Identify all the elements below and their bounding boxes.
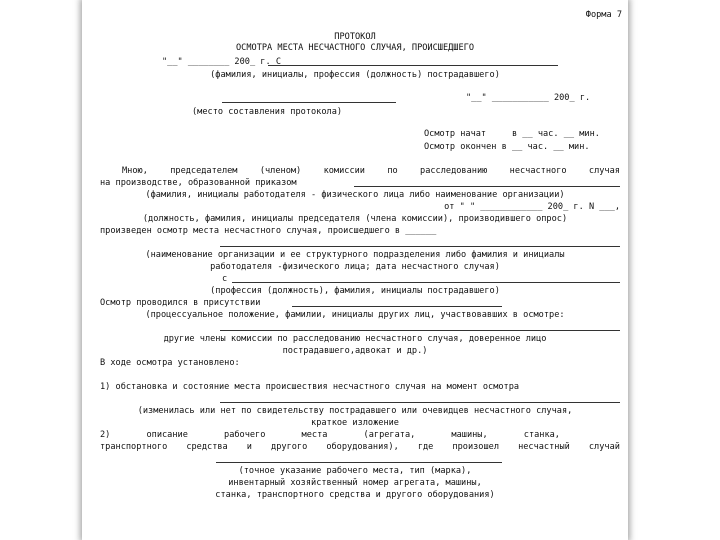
item-1-hint-a: (изменилась или нет по свидетельству пострадавшего или очевидцев несчастного случая,: [137, 406, 573, 416]
item-1: 1) обстановка и состояние места происшествия несчастного случая на момент осмотра: [100, 382, 520, 392]
item-2-line-2: [100, 442, 620, 453]
item-2-hint-b: инвентарный хозяйственный номер агрегата, машины,: [228, 478, 482, 488]
place-field: [222, 102, 396, 103]
incident-date-line: "__" ________ 200_ г. С: [162, 57, 281, 67]
members-hint-1: другие члены комиссии по расследованию несчастного случая, доверенное лицо: [163, 334, 547, 344]
with-label: с: [222, 274, 228, 284]
document-page: [82, 0, 628, 540]
victim-name-field: [268, 65, 558, 66]
protocol-date: "__" ___________ 200_ г.: [466, 93, 591, 103]
word: машины,: [451, 430, 488, 440]
organization-hint-1: (наименование организации и ее структурного подразделения либо фамилия и инициалы: [145, 250, 565, 260]
organization-hint-2: работодателя -физического лица; дата несчастного случая): [210, 262, 500, 272]
word: несчастного: [509, 166, 567, 176]
item-2-hint-a: (точное указание рабочего места, тип (марка),: [238, 466, 472, 476]
presence-field: [292, 306, 502, 307]
item-2-line-1: [100, 430, 560, 441]
item-2-hint-c: станка, транспортного средства и другого оборудования): [215, 490, 495, 500]
word: комиссии: [323, 166, 365, 176]
chairman-hint: (должность, фамилия, инициалы председателя (члена комиссии), производившего опрос): [142, 214, 568, 224]
word: где: [417, 442, 434, 452]
order-field: [354, 186, 620, 187]
word: председателем: [170, 166, 238, 176]
victim-hint: (фамилия, инициалы, профессия (должность) пострадавшего): [210, 70, 500, 80]
word: (членом): [259, 166, 302, 176]
word: другого: [271, 442, 308, 452]
order-date-line: от " " ____________ 200_ г. N ___,: [444, 202, 620, 212]
document-title: ПРОТОКОЛ: [334, 32, 376, 42]
word: станка,: [523, 430, 560, 440]
word: транспортного: [100, 442, 168, 452]
inspection-start: Осмотр начат в __ час. __ мин.: [424, 129, 600, 139]
item-1-hint-b: краткое изложение: [311, 418, 399, 428]
victim-role-hint: (профессия (должность), фамилия, инициалы пострадавшего): [210, 286, 500, 296]
word: описание: [146, 430, 188, 440]
item-2-field: [216, 462, 502, 463]
word: случай: [588, 442, 620, 452]
paragraph-1-line-2: на производстве, образованной приказом: [100, 178, 297, 188]
item-1-field: [220, 402, 620, 403]
place-hint: (место составления протокола): [192, 107, 343, 117]
paragraph-1-line-1: [122, 166, 620, 177]
presence-hint: (процессуальное положение, фамилии, инициалы других лиц, участвовавших в осмотре:: [145, 310, 565, 320]
members-field: [220, 330, 620, 331]
victim-field: [232, 282, 620, 283]
word: несчастный: [518, 442, 570, 452]
word: произошел: [452, 442, 499, 452]
word: расследованию: [420, 166, 488, 176]
inspection-end: Осмотр окончен в __ час. __ мин.: [424, 142, 590, 152]
organization-field: [220, 246, 620, 247]
employer-hint: (фамилия, инициалы работодателя - физического лица либо наименование организации): [145, 190, 565, 200]
word: Мною,: [122, 166, 148, 176]
word: и: [246, 442, 252, 452]
presence-line: Осмотр проводился в присутствии: [100, 298, 261, 308]
word: по: [387, 166, 398, 176]
word: оборудования),: [326, 442, 399, 452]
word: средства: [186, 442, 228, 452]
document-subtitle: ОСМОТРА МЕСТА НЕСЧАСТНОГО СЛУЧАЯ, ПРОИСШЕДШЕГО: [236, 43, 474, 53]
word: случая: [588, 166, 620, 176]
word: рабочего: [224, 430, 266, 440]
established-label: В ходе осмотра установлено:: [100, 358, 240, 368]
inspection-done-line: произведен осмотр места несчастного случая, происшедшего в ______: [100, 226, 437, 236]
word: места: [301, 430, 328, 440]
members-hint-2: пострадавшего,адвокат и др.): [282, 346, 428, 356]
word: 2): [100, 430, 111, 440]
form-label: Форма 7: [585, 10, 622, 20]
word: (агрегата,: [363, 430, 416, 440]
